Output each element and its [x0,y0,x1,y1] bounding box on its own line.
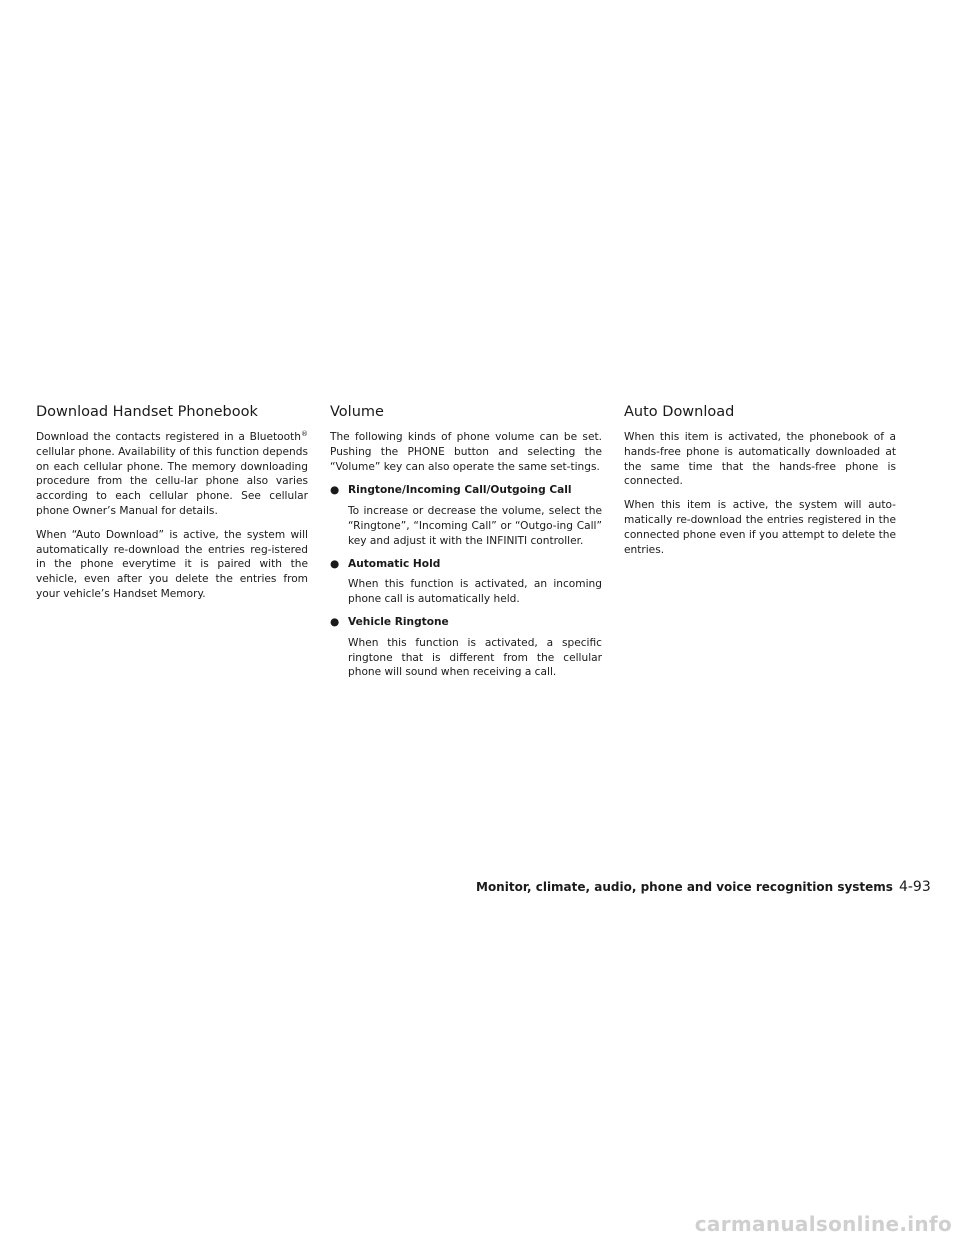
list-item-title: Automatic Hold [348,557,441,570]
page-footer [476,876,931,895]
list-item-title: Vehicle Ringtone [348,615,449,628]
paragraph: Download the contacts registered in a Bluetooth® cellular phone. Availability of this function depends on each cellular phone. The memory downloading procedure from the cellu-lar phone also varies according to each cellular phone. See cellular phone Owner’s Manual for details. [36,430,308,517]
list-item-title: Ringtone/Incoming Call/Outgoing Call [348,484,572,497]
registered-mark: ® [301,430,308,438]
column-auto-download [624,402,896,566]
page-number: 4-93 [898,879,931,895]
bullet-icon: ● [330,615,340,628]
section-heading: Auto Download [624,404,735,420]
paragraph: When “Auto Download” is active, the system will automatically re-download the entries reg-istered in the phone everytime it is paired with the vehicle, even after you delete the entries from your vehicle’s Handset Memory. [36,528,308,600]
list-item-body: To increase or decrease the volume, select the “Ringtone”, “Incoming Call” or “Outgo-ing Call” key and adjust it with the INFINITI controller. [348,505,602,547]
paragraph: When this item is activated, the phonebook of a hands-free phone is automatically downloaded at the same time that the hands-free phone is connected. [624,431,896,488]
paragraph: When this item is active, the system will auto-matically re-download the entries registered in the connected phone even if you attempt to delete the entries. [624,499,896,556]
list-item-body: When this function is activated, an incoming phone call is automatically held. [348,578,602,606]
list-item-body: When this function is activated, a specific ringtone that is different from the cellular phone will sound when receiving a call. [348,636,602,679]
bullet-icon: ● [330,484,340,497]
column-volume [330,402,602,688]
list-item [330,557,602,607]
section-heading: Download Handset Phonebook [36,404,258,420]
bullet-icon: ● [330,557,340,570]
column-download-handset-phonebook [36,402,308,611]
footer-section-title: Monitor, climate, audio, phone and voice recognition systems [476,880,893,894]
watermark: carmanualsonline.info [694,1212,952,1236]
paragraph: The following kinds of phone volume can be set. Pushing the PHONE button and selecting the “Volume” key can also operate the same set-tings. [330,431,602,473]
section-heading: Volume [330,404,384,420]
list-item [330,615,602,680]
list-item [330,483,602,548]
